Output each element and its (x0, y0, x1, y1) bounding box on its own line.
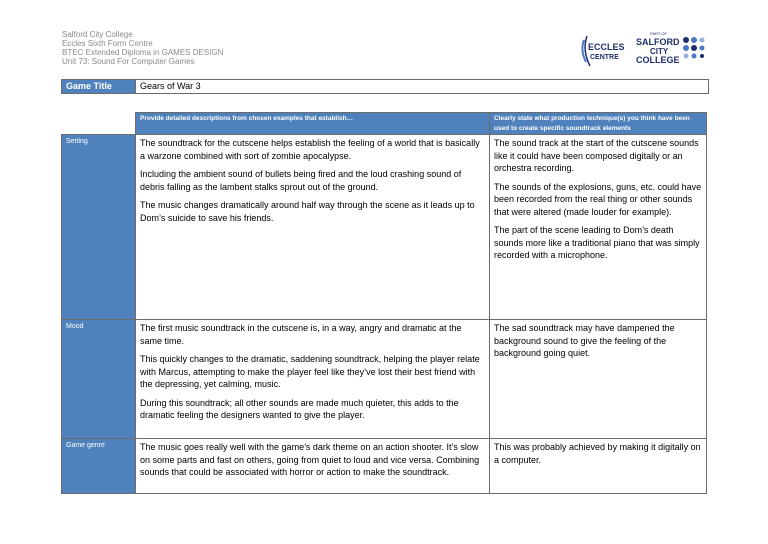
dot-pattern-icon (683, 37, 705, 59)
setting-tech-para-1: The sound track at the start of the cutscene sounds like it could have been composed digitally or an orchestra recording. (494, 138, 699, 173)
genre-desc-para-1: The music goes really well with the game’s dark theme on an action shooter. It’s slow on some parts and fast on others, going from quiet to loud and vice versa. Combining sounds that could be associated with horror or action to make the soundtrack. (140, 442, 480, 477)
header-course: BTEC Extended Diploma in GAMES DESIGN (62, 48, 224, 57)
table-row-genre (62, 439, 707, 494)
salford-logo-partof: PART OF (650, 31, 667, 36)
table-header-techniques: Clearly state what production technique(s) you think have been used to create specific soundtrack elements (490, 113, 707, 135)
document-header (62, 30, 223, 66)
row-label-genre: Game genre (62, 439, 136, 494)
game-title-row (61, 79, 709, 94)
game-title-value: Gears of War 3 (135, 80, 708, 93)
salford-city-college-logo (636, 31, 705, 65)
mood-desc-para-1: The first music soundtrack in the cutscene is, in a way, angry and dramatic at the same time. (140, 323, 462, 346)
setting-description (136, 135, 490, 320)
row-label-mood: Mood (62, 320, 136, 439)
eccles-centre-logo (582, 36, 624, 66)
table-row-setting (62, 135, 707, 320)
table-header-descriptions: Provide detailed descriptions from chosen examples that establish… (136, 113, 490, 135)
genre-description (136, 439, 490, 494)
eccles-logo-line2: CENTRE (590, 54, 619, 61)
mood-tech-para-1: The sad soundtrack may have dampened the background sound to give the feeling of the background going quiet. (494, 323, 675, 358)
setting-technique (490, 135, 707, 320)
mood-desc-para-3: During this soundtrack; all other sounds are made much quieter, this adds to the dramatic feeling the designers wanted to give the player. (140, 397, 459, 420)
salford-logo-line3: COLLEGE (636, 55, 680, 65)
eccles-logo-line1: ECCLES (588, 42, 625, 52)
table-header-blank (62, 113, 136, 135)
mood-description (136, 320, 490, 439)
analysis-table (61, 112, 707, 494)
setting-desc-para-3: The music changes dramatically around half way through the scene as it leads up to Dom’s suicide to save his friends. (140, 200, 475, 223)
setting-desc-para-1: The soundtrack for the cutscene helps establish the feeling of a world that is basically a warzone combined with sort of zombie apocalypse. (140, 138, 480, 161)
header-unit: Unit 73: Sound For Computer Games (62, 57, 195, 66)
mood-technique (490, 320, 707, 439)
setting-desc-para-2: Including the ambient sound of bullets being fired and the loud crashing sound of debris falling as the lambent stalks sprout out of the ground. (140, 169, 462, 192)
header-centre: Eccles Sixth Form Centre (62, 39, 153, 48)
college-logos (578, 28, 708, 74)
table-row-mood (62, 320, 707, 439)
table-header-row (62, 113, 707, 135)
genre-tech-para-1: This was probably achieved by making it digitally on a computer. (494, 442, 701, 465)
salford-logo-line1: SALFORD (636, 37, 680, 47)
genre-technique (490, 439, 707, 494)
setting-tech-para-3: The part of the scene leading to Dom’s death sounds more like a traditional piano that was simply recorded with a microphone. (494, 225, 700, 260)
salford-logo-line2: CITY (650, 47, 669, 56)
row-label-setting: Setting (62, 135, 136, 320)
mood-desc-para-2: This quickly changes to the dramatic, saddening soundtrack, helping the player relate with Marcus, attempting to make the player feel like they’ve lost their best friend with the depressing, yet calming, music. (140, 354, 480, 389)
game-title-label: Game Title (62, 80, 135, 93)
setting-tech-para-2: The sounds of the explosions, guns, etc. could have been recorded from the real thing or other sounds that were altered (made louder for example). (494, 181, 702, 217)
header-college: Salford City College (62, 30, 133, 39)
